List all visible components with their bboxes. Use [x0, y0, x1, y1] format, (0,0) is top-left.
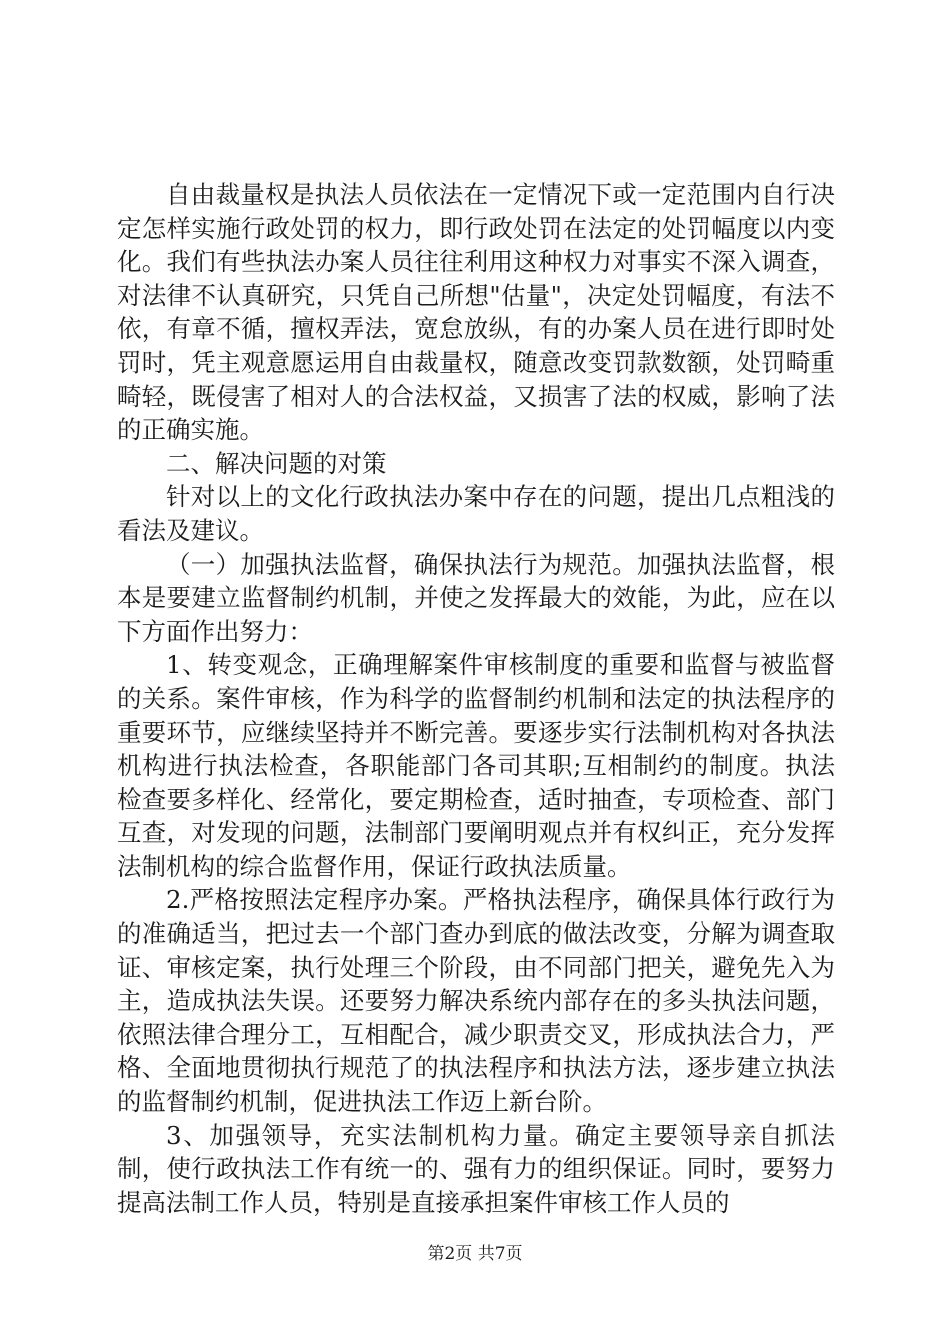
paragraph-item-3: 3、加强领导，充实法制机构力量。确定主要领导亲自抓法制，使行政执法工作有统一的、强有力的组织保证。同时，要努力提高法制工作人员，特别是直接承担案件审核工作人员的 — [117, 1120, 835, 1217]
section-heading-solutions: 二、解决问题的对策 — [166, 448, 387, 478]
page-footer — [0, 1243, 950, 1265]
paragraph-intro-suggestions: 针对以上的文化行政执法办案中存在的问题，提出几点粗浅的看法及建议。 — [117, 482, 835, 545]
paragraph-supervision: （一）加强执法监督，确保执法行为规范。加强执法监督，根本是要建立监督制约机制，并使之发挥最大的效能，为此，应在以下方面作出努力： — [117, 549, 835, 646]
paragraph-item-2: 2.严格按照法定程序办案。严格执法程序，确保具体行政行为的准确适当，把过去一个部门查办到底的做法改变，分解为调查取证、审核定案，执行处理三个阶段，由不同部门把关，避免先入为主，造成执法失误。还要努力解决系统内部存在的多头执法问题，依照法律合理分工，互相配合，减少职责交叉，形成执法合力，严格、全面地贯彻执行规范了的执法程序和执法方法，逐步建立执法的监督制约机制，促进执法工作迈上新台阶。 — [117, 885, 835, 1117]
paragraph-discretion: 自由裁量权是执法人员依法在一定情况下或一定范围内自行决定怎样实施行政处罚的权力，即行政处罚在法定的处罚幅度以内变化。我们有些执法办案人员往往利用这种权力对事实不深入调查，对法律不认真研究，只凭自己所想"估量"，决定处罚幅度，有法不依，有章不循，擅权弄法，宽怠放纵，有的办案人员在进行即时处罚时，凭主观意愿运用自由裁量权，随意改变罚款数额，处罚畸重畸轻，既侵害了相对人的合法权益，又损害了法的权威，影响了法的正确实施。 — [117, 180, 835, 445]
paragraph-item-1: 1、转变观念，正确理解案件审核制度的重要和监督与被监督的关系。案件审核，作为科学的监督制约机制和法定的执法程序的重要环节，应继续坚持并不断完善。要逐步实行法制机构对各执法机构进行执法检查，各职能部门各司其职;互相制约的制度。执法检查要多样化、经常化，要定期检查，适时抽查，专项检查、部门互查，对发现的问题，法制部门要阐明观点并有权纠正，充分发挥法制机构的综合监督作用，保证行政执法质量。 — [117, 650, 835, 881]
document-body — [117, 178, 835, 1219]
page-number-label: 第2页 共7页 — [427, 1244, 523, 1264]
